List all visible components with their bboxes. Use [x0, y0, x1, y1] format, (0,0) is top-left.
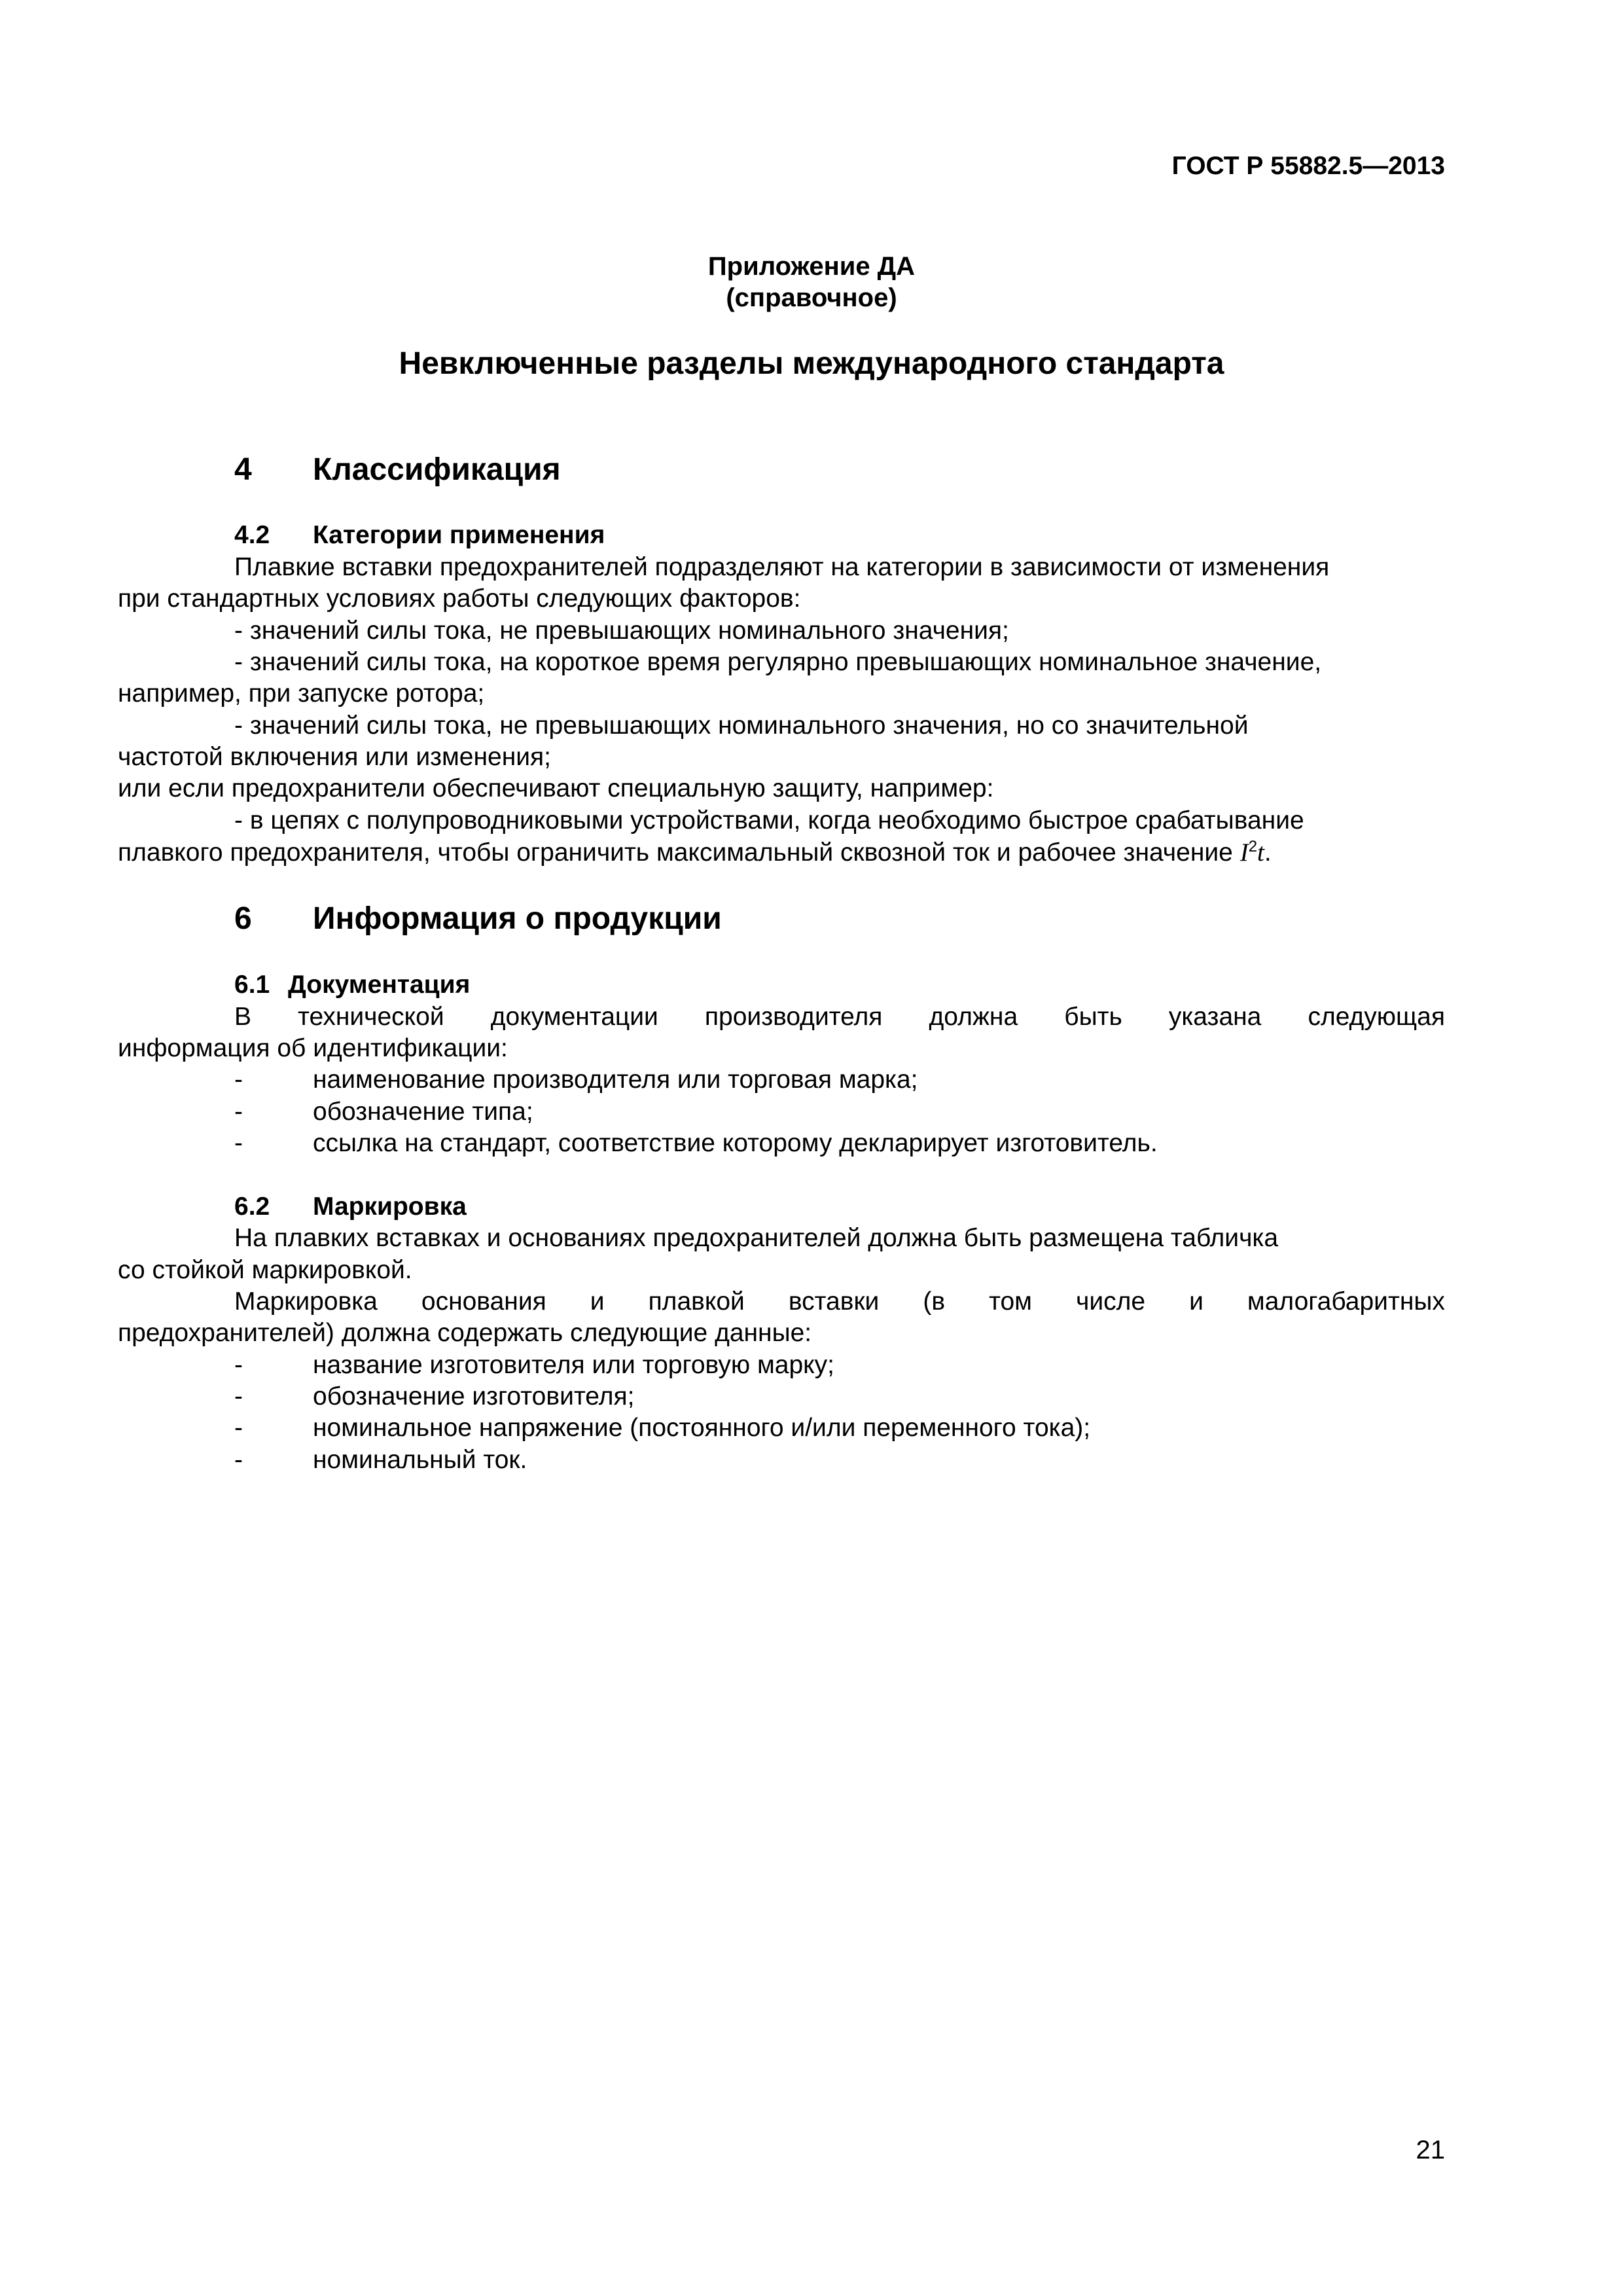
section-number: 6	[234, 901, 252, 936]
word: основания	[421, 1287, 546, 1316]
appendix-title: Невключенные разделы международного стандарта	[399, 346, 1224, 381]
word: быть	[1064, 1003, 1122, 1031]
list-item	[0, 1382, 1623, 1408]
list-item	[0, 1098, 1623, 1124]
subsection-number: 4.2	[234, 521, 270, 549]
list-dash: -	[234, 1129, 243, 1157]
word: и	[1189, 1287, 1204, 1316]
list-item-text: ссылка на стандарт, соответствие которому декларирует изготовитель.	[313, 1129, 1158, 1157]
word: Маркировка	[234, 1287, 378, 1316]
list-item: - значений силы тока, не превышающих номинального значения, но со значительной	[234, 711, 1249, 740]
appendix-type: (справочное)	[726, 283, 897, 312]
list-item-text: обозначение типа;	[313, 1098, 533, 1126]
formula-t: t	[1257, 838, 1264, 867]
word: документации	[490, 1003, 658, 1031]
word: должна	[929, 1003, 1018, 1031]
list-item	[0, 1129, 1623, 1155]
word: указана	[1168, 1003, 1262, 1031]
word: производителя	[704, 1003, 883, 1031]
list-item-continuation: частотой включения или изменения;	[118, 743, 551, 771]
word: следующая	[1308, 1003, 1445, 1031]
formula-i: I	[1240, 838, 1249, 867]
list-item-text: наименование производителя или торговая марка;	[313, 1066, 918, 1094]
word: том	[989, 1287, 1032, 1316]
page-number: 21	[1416, 2136, 1445, 2164]
paragraph-line: Плавкие вставки предохранителей подразделяют на категории в зависимости от изменения	[234, 553, 1330, 581]
list-item-text: плавкого предохранителя, чтобы ограничить максимальный сквозной ток и рабочее значение	[118, 838, 1233, 867]
list-dash: -	[234, 1098, 243, 1126]
subsection-title: Документация	[288, 971, 471, 999]
list-item: - значений силы тока, не превышающих номинального значения;	[234, 617, 1009, 645]
paragraph-line: предохранителей) должна содержать следующие данные:	[118, 1319, 812, 1347]
word: В	[234, 1003, 252, 1031]
list-item-text: название изготовителя или торговую марку;	[313, 1351, 835, 1379]
list-item-text: обозначение изготовителя;	[313, 1382, 635, 1410]
word: малогабаритных	[1247, 1287, 1445, 1316]
word: плавкой	[648, 1287, 745, 1316]
list-dash: -	[234, 1382, 243, 1410]
list-item: - в цепях с полупроводниковыми устройствами, когда необходимо быстрое срабатывание	[234, 806, 1304, 834]
list-item-continuation	[118, 838, 1272, 867]
list-item	[0, 1351, 1623, 1377]
list-dash: -	[234, 1446, 243, 1474]
word: и	[590, 1287, 605, 1316]
word: числе	[1076, 1287, 1146, 1316]
word: технической	[298, 1003, 444, 1031]
paragraph-line: при стандартных условиях работы следующих факторов:	[118, 584, 801, 613]
list-item-text: номинальный ток.	[313, 1446, 527, 1474]
list-dash: -	[234, 1066, 243, 1094]
justified-line	[234, 1003, 1445, 1031]
word: (в	[923, 1287, 946, 1316]
document-code: ГОСТ Р 55882.5—2013	[1171, 152, 1445, 180]
paragraph-line: информация об идентификации:	[118, 1034, 508, 1062]
paragraph-line: На плавких вставках и основаниях предохранителей должна быть размещена табличка	[234, 1224, 1279, 1252]
list-item-text: номинальное напряжение (постоянного и/или переменного тока);	[313, 1414, 1091, 1442]
list-dash: -	[234, 1351, 243, 1379]
justified-line	[234, 1287, 1445, 1316]
section-title: Классификация	[313, 452, 561, 487]
paragraph-line: или если предохранители обеспечивают специальную защиту, например:	[118, 774, 994, 802]
appendix-label: Приложение ДА	[707, 252, 916, 281]
list-item	[0, 1414, 1623, 1440]
subsection-number: 6.2	[234, 1193, 270, 1221]
subsection-title: Маркировка	[313, 1193, 467, 1221]
paragraph-line: со стойкой маркировкой.	[118, 1256, 412, 1284]
subsection-title: Категории применения	[313, 521, 605, 549]
formula-superscript: 2	[1248, 838, 1258, 855]
formula-period: .	[1264, 838, 1272, 867]
list-item-continuation: например, при запуске ротора;	[118, 679, 485, 708]
section-title: Информация о продукции	[313, 901, 722, 936]
section-number: 4	[234, 452, 252, 487]
list-item	[0, 1066, 1623, 1092]
list-dash: -	[234, 1414, 243, 1442]
word: вставки	[788, 1287, 880, 1316]
subsection-number: 6.1	[234, 971, 270, 999]
list-item	[0, 1446, 1623, 1472]
list-item: - значений силы тока, на короткое время регулярно превышающих номинальное значение,	[234, 648, 1322, 676]
